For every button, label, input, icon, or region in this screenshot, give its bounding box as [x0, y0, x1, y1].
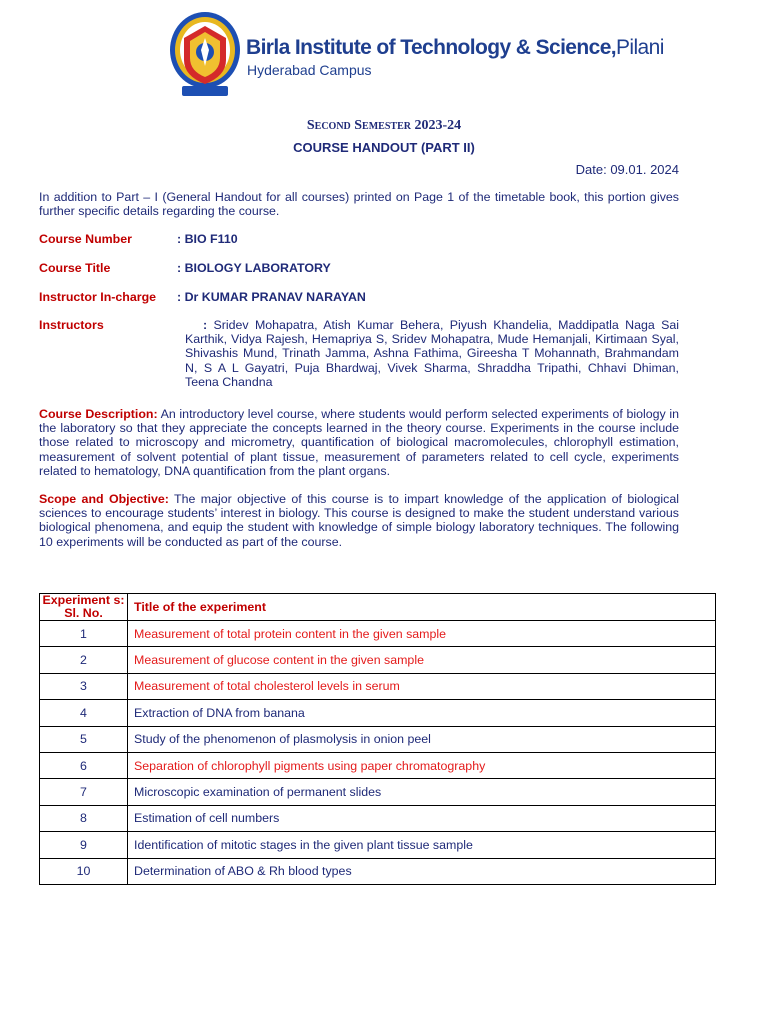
institute-logo-icon — [168, 10, 242, 98]
scope-objective-text: The major objective of this course is to impart knowledge of the application of biological sciences to encourage students’ interest in biology. This course is designed to make the student understand various biological phenomena, and equip the student with knowledge of simple biology laboratory techniques. The following 10 experiments will be conducted as part of the course. — [39, 492, 680, 549]
handout-date: Date: 09.01. 2024 — [575, 162, 679, 177]
campus-name: Hyderabad Campus — [247, 62, 372, 78]
experiments-table — [39, 593, 716, 885]
experiment-number: 8 — [40, 805, 128, 831]
course-description-label: Course Description: — [39, 407, 158, 421]
scope-objective-label: Scope and Objective: — [39, 492, 169, 506]
course-description-text: An introductory level course, where students would perform selected experiments of biology in the laboratory so that they appreciate the concepts learned in the theory course. Experiments in the course include those related to microscopy and micrometry, quantification of biological macromolecules, chlorophyll estimation, measurement of solvent potential of plant tissue, measurement of parameters related to cell cycle, experiments related to hematology, DNA quantification from the plant organs. — [39, 407, 680, 478]
course-number-value: : BIO F110 — [177, 232, 238, 246]
table-row — [40, 832, 716, 858]
experiment-number: 7 — [40, 779, 128, 805]
experiment-title: Measurement of total cholesterol levels in serum — [128, 673, 716, 699]
experiment-title: Extraction of DNA from banana — [128, 700, 716, 726]
instructors-list — [185, 318, 679, 389]
experiment-number: 10 — [40, 858, 128, 884]
table-row — [40, 779, 716, 805]
instructor-in-charge-label: Instructor In-charge — [39, 290, 157, 304]
table-row — [40, 673, 716, 699]
intro-paragraph: In addition to Part – I (General Handout for all courses) printed on Page 1 of the timetable book, this portion gives further specific details regarding the course. — [39, 190, 679, 219]
institute-name: Birla Institute of Technology & Science,Pilani — [246, 36, 664, 59]
handout-title: COURSE HANDOUT (PART II) — [293, 140, 475, 155]
experiment-number: 2 — [40, 647, 128, 673]
instructors-names: Sridev Mohapatra, Atish Kumar Behera, Piyush Khandelia, Maddipatla Naga Sai Karthik, Vidya Rajesh, Hemapriya S, Sridev Mohapatra, Mude Hemanjali, Kirtimaan Syal, Shivashis Mund, Trinath Jamma, Ashna Fathima, Gireesha T Mohannath, Brahmandam N, S A L Gayatri, Puja Bhardwaj, Vivek Sharma, Shraddha Tripathi, Chhavi Dhiman, Teena Chandna — [185, 318, 679, 389]
course-title-value: : BIOLOGY LABORATORY — [177, 261, 331, 275]
column-header-sl-no: Experiment s: Sl. No. — [40, 594, 128, 621]
experiment-title: Measurement of total protein content in the given sample — [128, 621, 716, 647]
experiment-number: 3 — [40, 673, 128, 699]
experiment-title: Study of the phenomenon of plasmolysis in onion peel — [128, 726, 716, 752]
experiment-title: Separation of chlorophyll pigments using paper chromatography — [128, 752, 716, 778]
table-header-row — [40, 594, 716, 621]
table-row — [40, 752, 716, 778]
table-row — [40, 647, 716, 673]
instructors-label: Instructors — [39, 318, 104, 332]
course-title-label: Course Title — [39, 261, 111, 275]
course-description — [39, 407, 679, 478]
experiment-number: 4 — [40, 700, 128, 726]
letterhead — [168, 10, 664, 100]
experiment-number: 9 — [40, 832, 128, 858]
experiment-number: 5 — [40, 726, 128, 752]
scope-objective — [39, 492, 679, 549]
experiment-number: 6 — [40, 752, 128, 778]
semester-heading: Second Semester 2023-24 — [306, 118, 462, 133]
experiment-title: Determination of ABO & Rh blood types — [128, 858, 716, 884]
column-header-title: Title of the experiment — [128, 594, 716, 621]
table-row — [40, 805, 716, 831]
experiment-number: 1 — [40, 621, 128, 647]
instructor-in-charge-value: : Dr KUMAR PRANAV NARAYAN — [177, 290, 366, 304]
table-row — [40, 700, 716, 726]
course-number-label: Course Number — [39, 232, 132, 246]
experiment-title: Identification of mitotic stages in the given plant tissue sample — [128, 832, 716, 858]
experiment-title: Measurement of glucose content in the given sample — [128, 647, 716, 673]
experiment-title: Estimation of cell numbers — [128, 805, 716, 831]
table-row — [40, 621, 716, 647]
instructors-colon: : — [203, 318, 208, 332]
table-row — [40, 726, 716, 752]
experiment-title: Microscopic examination of permanent slides — [128, 779, 716, 805]
table-row — [40, 858, 716, 884]
